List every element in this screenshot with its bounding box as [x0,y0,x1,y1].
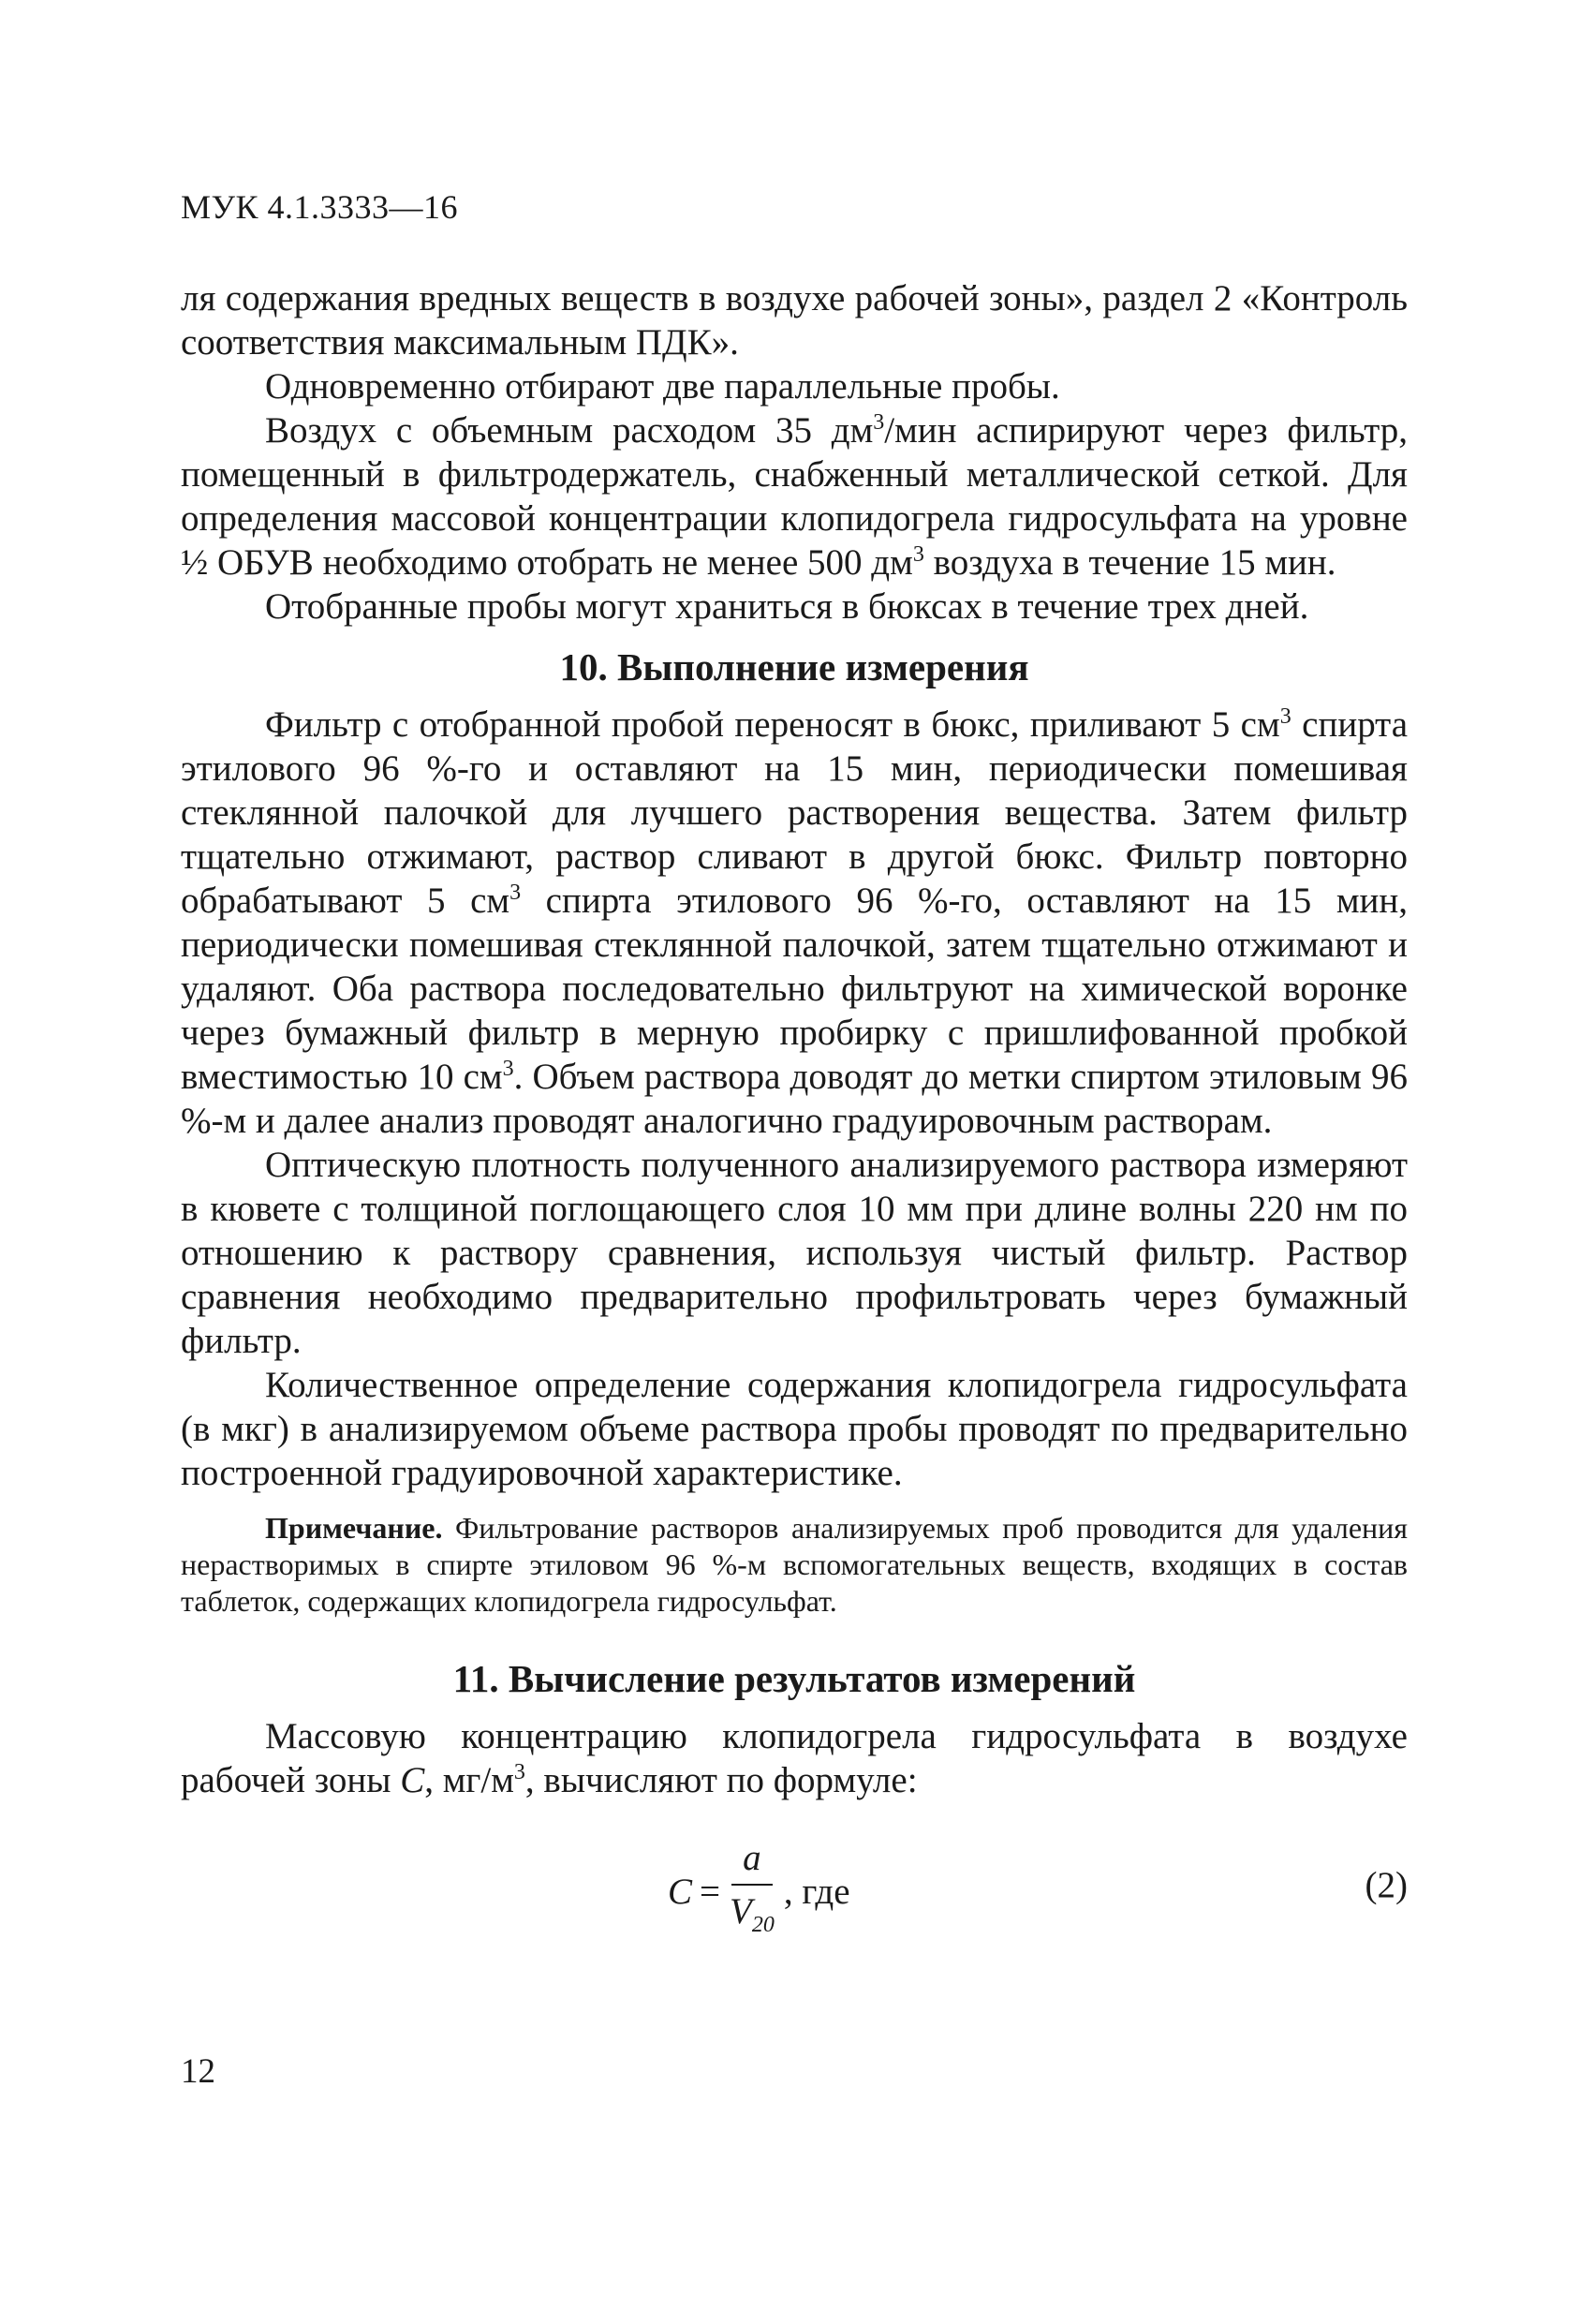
formula [668,1821,850,1961]
page-content [181,276,1408,1961]
text-fragment: воздуха в течение 15 мин. [923,542,1336,583]
variable-c: С [400,1760,425,1800]
formula-suffix: , где [783,1871,850,1912]
paragraph-measurement-procedure [181,703,1408,1143]
denominator-var: V [730,1890,752,1932]
superscript: 3 [509,881,522,905]
note-text: Фильтрование растворов анализируемых проб проводится для удаления нерастворимых в спирте этиловом 96 %-м вспомогательных веществ, входящих в состав таблеток, содержащих клопидогрела гидросульфат. [181,1511,1408,1618]
formula-equals: = [700,1871,721,1912]
paragraph-calculation-intro [181,1714,1408,1802]
note-label: Примечание. [265,1511,443,1545]
formula-denominator [730,1886,775,1947]
document-code-header: МУК 4.1.3333—16 [181,188,459,226]
text-fragment: /мин аспирируют через фильтр, помещенный в фильтродержатель, снабженный металлической сеткой. Для определения массовой концентрации клопидогрела гидросульфата на уровне ½ ОБУВ необходимо отобрать не менее 500 дм [181,410,1409,583]
paragraph-continuation: ля содержания вредных веществ в воздухе рабочей зоны», раздел 2 «Контроль соответствия максимальным ПДК». [181,278,1408,363]
superscript: 3 [912,542,924,567]
denominator-subscript: 20 [751,1912,775,1937]
superscript: 3 [502,1057,514,1081]
superscript: 3 [513,1760,525,1784]
text-fragment: Фильтр с отобранной пробой переносят в бюкс, приливают 5 см [265,704,1280,745]
text-fragment: спирта этилового 96 %-го и оставляют на 15 мин, периодически помешивая стеклянной палочкой для лучшего растворения вещества. Затем фильтр тщательно отжимают, раствор сливают в другой бюкс. Фильтр повторно обрабатывают 5 см [181,704,1409,921]
text-fragment: , вычисляют по формуле: [524,1760,918,1800]
formula-lhs: С [668,1871,693,1912]
paragraph-quantitative-determination: Количественное определение содержания клопидогрела гидросульфата (в мкг) в анализируемом объеме раствора пробы проводят по предварительно построенной градуировочной характеристике. [181,1365,1408,1493]
text-fragment: . Объем раствора доводят до метки спиртом этиловым 96 %-м и далее анализ проводят аналогично градуировочным растворам. [181,1057,1408,1141]
page-number: 12 [181,2052,215,2091]
paragraph-parallel-samples: Одновременно отбирают две параллельные пробы. [265,366,1060,407]
section-title-10: 10. Выполнение измерения [559,645,1029,688]
text-fragment: Воздух с объемным расходом 35 дм [265,410,874,451]
text-fragment: , мг/м [424,1760,514,1800]
superscript: 3 [1279,704,1291,729]
equation-number: (2) [1365,1865,1408,1905]
formula-row [181,1821,1408,1961]
formula-numerator: a [731,1836,773,1886]
section-title-11: 11. Вычисление результатов измерений [452,1657,1136,1700]
formula-fraction [730,1836,775,1947]
superscript: 3 [873,410,885,435]
paragraph-air-sampling [181,408,1408,585]
text-fragment: Массовую концентрацию клопидогрела гидросульфата в воздухе рабочей зоны [181,1716,1408,1800]
paragraph-optical-density: Оптическую плотность полученного анализируемого раствора измеряют в кювете с толщиной поглощающего слоя 10 мм при длине волны 220 нм по отношению к раствору сравнения, используя чистый фильтр. Раствор сравнения необходимо предварительно профильтровать через бумажный фильтр. [181,1145,1408,1361]
text-fragment: спирта этилового 96 %-го, оставляют на 15 мин, периодически помешивая стеклянной палочкой, затем тщательно отжимают и удаляют. Оба раствора последовательно фильтруют на химической воронке через бумажный фильтр в мерную пробирку с пришлифованной пробкой вместимостью 10 см [181,881,1408,1097]
note-block [181,1510,1408,1620]
paragraph-sample-storage: Отобранные пробы могут храниться в бюксах в течение трех дней. [265,586,1309,627]
